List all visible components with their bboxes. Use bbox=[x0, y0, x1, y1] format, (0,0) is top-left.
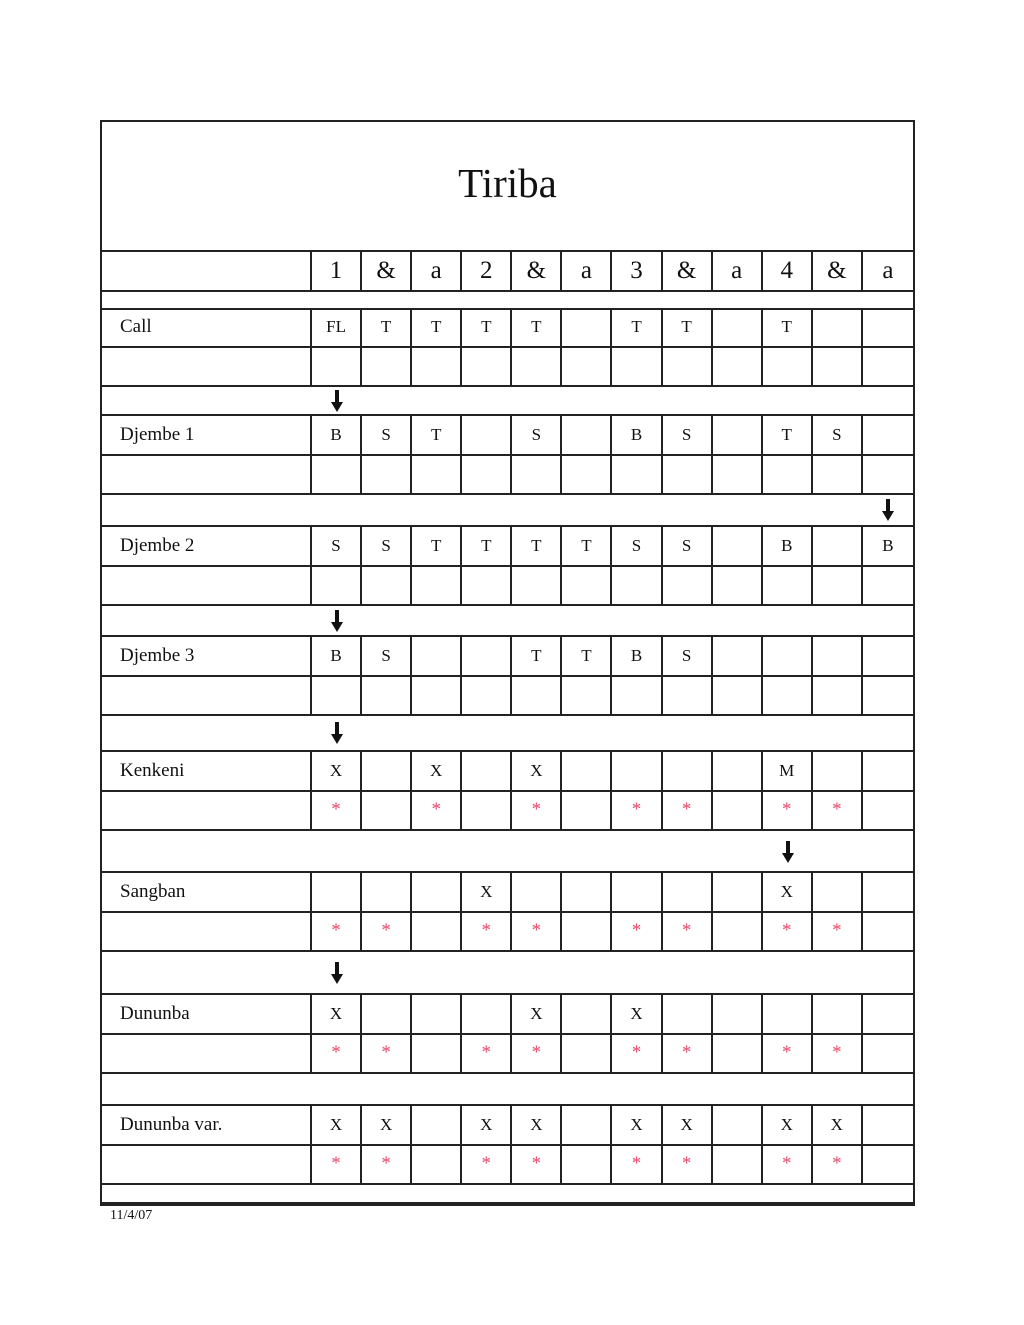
note-cell: B bbox=[312, 637, 362, 676]
part-sub-label bbox=[102, 677, 312, 715]
divider bbox=[102, 290, 913, 292]
part-name: Sangban bbox=[102, 873, 312, 912]
part-sub-label bbox=[102, 1035, 312, 1073]
divider bbox=[102, 829, 913, 831]
accent-cell: * bbox=[462, 1146, 512, 1184]
accent-cell: * bbox=[813, 792, 863, 830]
note-cell: B bbox=[882, 536, 894, 556]
accent-cell bbox=[813, 348, 863, 386]
accent-cell: * bbox=[612, 1035, 662, 1073]
accent-cell bbox=[312, 348, 362, 386]
page-title: Tiriba bbox=[458, 160, 557, 206]
beat-header: a bbox=[882, 257, 894, 284]
note-cell bbox=[863, 416, 913, 455]
down-arrow-icon bbox=[331, 610, 343, 632]
accent-cell bbox=[763, 348, 813, 386]
note-cell bbox=[412, 995, 462, 1034]
note-cell: M bbox=[763, 752, 813, 791]
note-cell bbox=[412, 637, 462, 676]
note-cell bbox=[763, 995, 813, 1034]
note-cell: T bbox=[562, 527, 612, 566]
note-cell bbox=[362, 752, 412, 791]
accent-cell bbox=[412, 1146, 462, 1184]
part-notes-row bbox=[102, 873, 913, 912]
part-name: Dununba bbox=[102, 995, 312, 1034]
accent-cell bbox=[462, 792, 512, 830]
note-cell: T bbox=[362, 308, 412, 347]
divider bbox=[102, 1183, 913, 1185]
note-cell bbox=[562, 995, 612, 1034]
part-name: Call bbox=[102, 308, 312, 347]
accent-cell bbox=[863, 348, 913, 386]
note-cell bbox=[562, 308, 612, 347]
note-cell: X bbox=[462, 873, 512, 912]
note-cell: T bbox=[412, 308, 462, 347]
note-cell: S bbox=[362, 527, 412, 566]
part-name: Djembe 2 bbox=[102, 527, 312, 566]
accent-cell bbox=[412, 348, 462, 386]
beat-header: & bbox=[362, 252, 412, 290]
part-sub-label bbox=[102, 913, 312, 951]
accent-cell bbox=[612, 677, 662, 715]
accent-cell bbox=[312, 677, 362, 715]
note-cell bbox=[813, 752, 863, 791]
part-notes-row bbox=[102, 752, 913, 791]
accent-cell: * bbox=[312, 1146, 362, 1184]
accent-cell bbox=[863, 567, 913, 605]
part-accents-row bbox=[102, 348, 913, 386]
beat-header: a bbox=[713, 252, 763, 290]
accent-cell: * bbox=[612, 1146, 662, 1184]
accent-cell bbox=[713, 1146, 763, 1184]
note-cell bbox=[713, 416, 763, 455]
accent-cell bbox=[713, 792, 763, 830]
divider bbox=[102, 714, 913, 716]
accent-cell bbox=[562, 1035, 612, 1073]
part-notes-row bbox=[102, 1106, 913, 1145]
accent-cell bbox=[612, 567, 662, 605]
accent-cell bbox=[713, 567, 763, 605]
beat-header-row bbox=[102, 252, 913, 290]
note-cell: S bbox=[612, 527, 662, 566]
accent-cell bbox=[412, 677, 462, 715]
accent-cell bbox=[863, 1146, 913, 1184]
note-cell: S bbox=[362, 416, 412, 455]
note-cell: T bbox=[612, 308, 662, 347]
accent-cell bbox=[562, 792, 612, 830]
note-cell bbox=[312, 873, 362, 912]
note-cell: B bbox=[612, 637, 662, 676]
note-cell bbox=[612, 873, 662, 912]
part-name: Djembe 1 bbox=[102, 416, 312, 455]
note-cell: X bbox=[612, 995, 662, 1034]
note-cell bbox=[562, 752, 612, 791]
note-cell: T bbox=[462, 527, 512, 566]
note-cell: T bbox=[512, 308, 562, 347]
accent-cell: * bbox=[312, 913, 362, 951]
note-cell: T bbox=[763, 416, 813, 455]
divider bbox=[102, 493, 913, 495]
note-cell: X bbox=[512, 1106, 562, 1145]
accent-cell: * bbox=[612, 913, 662, 951]
accent-cell: * bbox=[763, 913, 813, 951]
accent-cell bbox=[562, 348, 612, 386]
accent-cell: * bbox=[462, 1035, 512, 1073]
accent-cell: * bbox=[462, 913, 512, 951]
accent-cell bbox=[562, 677, 612, 715]
note-cell bbox=[813, 527, 863, 566]
note-cell: X bbox=[412, 752, 462, 791]
accent-cell: * bbox=[763, 1035, 813, 1073]
accent-cell bbox=[562, 456, 612, 494]
note-cell bbox=[412, 1106, 462, 1145]
note-cell: X bbox=[763, 873, 813, 912]
note-cell bbox=[863, 873, 913, 912]
accent-cell bbox=[312, 456, 362, 494]
down-arrow-icon bbox=[331, 722, 343, 744]
divider bbox=[102, 1072, 913, 1074]
note-cell bbox=[813, 873, 863, 912]
accent-cell bbox=[312, 567, 362, 605]
part-name: Kenkeni bbox=[102, 752, 312, 791]
note-cell: X bbox=[663, 1106, 713, 1145]
divider bbox=[102, 950, 913, 952]
accent-cell bbox=[763, 456, 813, 494]
accent-cell bbox=[713, 456, 763, 494]
part-accents-row bbox=[102, 792, 913, 830]
note-cell: X bbox=[312, 995, 362, 1034]
accent-cell bbox=[362, 792, 412, 830]
accent-cell bbox=[562, 1146, 612, 1184]
note-cell: FL bbox=[312, 308, 362, 347]
note-cell bbox=[863, 1106, 913, 1145]
note-cell bbox=[512, 873, 562, 912]
note-cell bbox=[763, 637, 813, 676]
note-cell bbox=[362, 995, 412, 1034]
part-accents-row bbox=[102, 913, 913, 951]
accent-cell: * bbox=[412, 792, 462, 830]
accent-cell: * bbox=[763, 1146, 813, 1184]
accent-cell bbox=[813, 456, 863, 494]
accent-cell bbox=[412, 913, 462, 951]
part-sub-label bbox=[102, 792, 312, 830]
note-cell bbox=[612, 752, 662, 791]
accent-cell bbox=[763, 677, 813, 715]
accent-cell: * bbox=[362, 1035, 412, 1073]
accent-cell bbox=[863, 1035, 913, 1073]
note-cell bbox=[813, 637, 863, 676]
beat-header: 4 bbox=[763, 252, 813, 290]
note-cell bbox=[462, 416, 512, 455]
accent-cell bbox=[863, 677, 913, 715]
accent-cell: * bbox=[663, 1035, 713, 1073]
note-cell bbox=[713, 637, 763, 676]
part-notes-row bbox=[102, 527, 913, 566]
accent-cell: * bbox=[813, 1146, 863, 1184]
note-cell bbox=[362, 873, 412, 912]
note-cell bbox=[663, 873, 713, 912]
note-cell: X bbox=[512, 995, 562, 1034]
beat-header: a bbox=[412, 252, 462, 290]
part-notes-row bbox=[102, 416, 913, 455]
note-cell bbox=[713, 752, 763, 791]
note-cell: S bbox=[362, 637, 412, 676]
note-cell bbox=[813, 308, 863, 347]
down-arrow-icon bbox=[331, 962, 343, 984]
accent-cell bbox=[462, 677, 512, 715]
accent-cell: * bbox=[512, 1035, 562, 1073]
note-cell bbox=[713, 308, 763, 347]
part-sub-label bbox=[102, 348, 312, 386]
part-accents-row bbox=[102, 1035, 913, 1073]
note-cell bbox=[562, 873, 612, 912]
accent-cell bbox=[612, 456, 662, 494]
accent-cell bbox=[562, 913, 612, 951]
note-cell: S bbox=[813, 416, 863, 455]
note-cell: S bbox=[663, 416, 713, 455]
accent-cell bbox=[512, 677, 562, 715]
note-cell: S bbox=[512, 416, 562, 455]
accent-cell bbox=[813, 677, 863, 715]
part-notes-row bbox=[102, 995, 913, 1034]
accent-cell bbox=[663, 456, 713, 494]
note-cell bbox=[562, 416, 612, 455]
accent-cell bbox=[663, 567, 713, 605]
accent-cell bbox=[412, 456, 462, 494]
note-cell: T bbox=[412, 416, 462, 455]
note-cell bbox=[863, 995, 913, 1034]
part-name: Dununba var. bbox=[102, 1106, 312, 1145]
note-cell: S bbox=[312, 527, 362, 566]
note-cell bbox=[562, 1106, 612, 1145]
accent-cell bbox=[362, 567, 412, 605]
note-cell bbox=[713, 527, 763, 566]
note-cell: X bbox=[612, 1106, 662, 1145]
note-cell: T bbox=[412, 527, 462, 566]
accent-cell: * bbox=[512, 1146, 562, 1184]
part-accents-row bbox=[102, 1146, 913, 1184]
accent-cell bbox=[612, 348, 662, 386]
accent-cell bbox=[412, 1035, 462, 1073]
part-accents-row bbox=[102, 456, 913, 494]
beat-header: a bbox=[562, 252, 612, 290]
accent-cell: * bbox=[312, 1035, 362, 1073]
part-accents-row bbox=[102, 567, 913, 605]
accent-cell bbox=[462, 456, 512, 494]
note-cell: X bbox=[512, 752, 562, 791]
accent-cell bbox=[462, 567, 512, 605]
note-cell bbox=[663, 752, 713, 791]
accent-cell: * bbox=[312, 792, 362, 830]
note-cell bbox=[713, 995, 763, 1034]
accent-cell bbox=[362, 677, 412, 715]
accent-cell bbox=[713, 913, 763, 951]
note-cell: B bbox=[312, 416, 362, 455]
note-cell: X bbox=[813, 1106, 863, 1145]
accent-cell: * bbox=[763, 792, 813, 830]
down-arrow-icon bbox=[882, 499, 894, 521]
note-cell: T bbox=[462, 308, 512, 347]
note-cell bbox=[462, 995, 512, 1034]
note-cell: S bbox=[663, 637, 713, 676]
beat-header: 2 bbox=[462, 252, 512, 290]
accent-cell bbox=[713, 677, 763, 715]
header-label-cell bbox=[102, 252, 312, 290]
note-cell bbox=[663, 995, 713, 1034]
note-cell: T bbox=[562, 637, 612, 676]
note-cell: T bbox=[663, 308, 713, 347]
note-cell bbox=[863, 637, 913, 676]
note-cell: X bbox=[362, 1106, 412, 1145]
note-cell: T bbox=[763, 308, 813, 347]
note-cell bbox=[863, 752, 913, 791]
part-sub-label bbox=[102, 567, 312, 605]
document-date: 11/4/07 bbox=[110, 1208, 153, 1223]
accent-cell: * bbox=[663, 913, 713, 951]
note-cell bbox=[462, 752, 512, 791]
part-accents-row bbox=[102, 677, 913, 715]
rhythm-sheet bbox=[100, 120, 915, 1206]
down-arrow-icon bbox=[331, 390, 343, 412]
note-cell bbox=[863, 308, 913, 347]
beat-header: 1 bbox=[312, 252, 362, 290]
accent-cell bbox=[462, 348, 512, 386]
accent-cell: * bbox=[663, 792, 713, 830]
accent-cell: * bbox=[663, 1146, 713, 1184]
part-name: Djembe 3 bbox=[102, 637, 312, 676]
accent-cell: * bbox=[362, 1146, 412, 1184]
accent-cell: * bbox=[612, 792, 662, 830]
accent-cell bbox=[713, 1035, 763, 1073]
note-cell bbox=[462, 637, 512, 676]
note-cell: S bbox=[663, 527, 713, 566]
note-cell bbox=[713, 873, 763, 912]
accent-cell bbox=[863, 913, 913, 951]
beat-header: 3 bbox=[612, 252, 662, 290]
part-sub-label bbox=[102, 456, 312, 494]
accent-cell: * bbox=[813, 913, 863, 951]
accent-cell bbox=[713, 348, 763, 386]
accent-cell bbox=[362, 456, 412, 494]
accent-cell: * bbox=[512, 792, 562, 830]
down-arrow-icon bbox=[782, 841, 794, 863]
accent-cell bbox=[362, 348, 412, 386]
beat-header: & bbox=[663, 252, 713, 290]
note-cell: X bbox=[312, 1106, 362, 1145]
accent-cell bbox=[663, 348, 713, 386]
part-notes-row bbox=[102, 308, 913, 347]
accent-cell bbox=[562, 567, 612, 605]
accent-cell bbox=[863, 456, 913, 494]
accent-cell bbox=[412, 567, 462, 605]
part-sub-label bbox=[102, 1146, 312, 1184]
note-cell: T bbox=[512, 637, 562, 676]
note-cell bbox=[713, 1106, 763, 1145]
accent-cell bbox=[663, 677, 713, 715]
accent-cell bbox=[512, 567, 562, 605]
note-cell bbox=[412, 873, 462, 912]
accent-cell: * bbox=[813, 1035, 863, 1073]
divider bbox=[102, 385, 913, 387]
beat-header: & bbox=[813, 252, 863, 290]
note-cell: X bbox=[312, 752, 362, 791]
note-cell: B bbox=[763, 527, 813, 566]
note-cell: X bbox=[462, 1106, 512, 1145]
note-cell: T bbox=[512, 527, 562, 566]
divider bbox=[102, 1202, 913, 1204]
beat-header: & bbox=[512, 252, 562, 290]
accent-cell: * bbox=[512, 913, 562, 951]
accent-cell bbox=[512, 348, 562, 386]
note-cell: X bbox=[763, 1106, 813, 1145]
part-notes-row bbox=[102, 637, 913, 676]
accent-cell bbox=[863, 792, 913, 830]
accent-cell: * bbox=[362, 913, 412, 951]
accent-cell bbox=[813, 567, 863, 605]
note-cell: B bbox=[612, 416, 662, 455]
accent-cell bbox=[763, 567, 813, 605]
accent-cell bbox=[512, 456, 562, 494]
note-cell bbox=[813, 995, 863, 1034]
divider bbox=[102, 604, 913, 606]
